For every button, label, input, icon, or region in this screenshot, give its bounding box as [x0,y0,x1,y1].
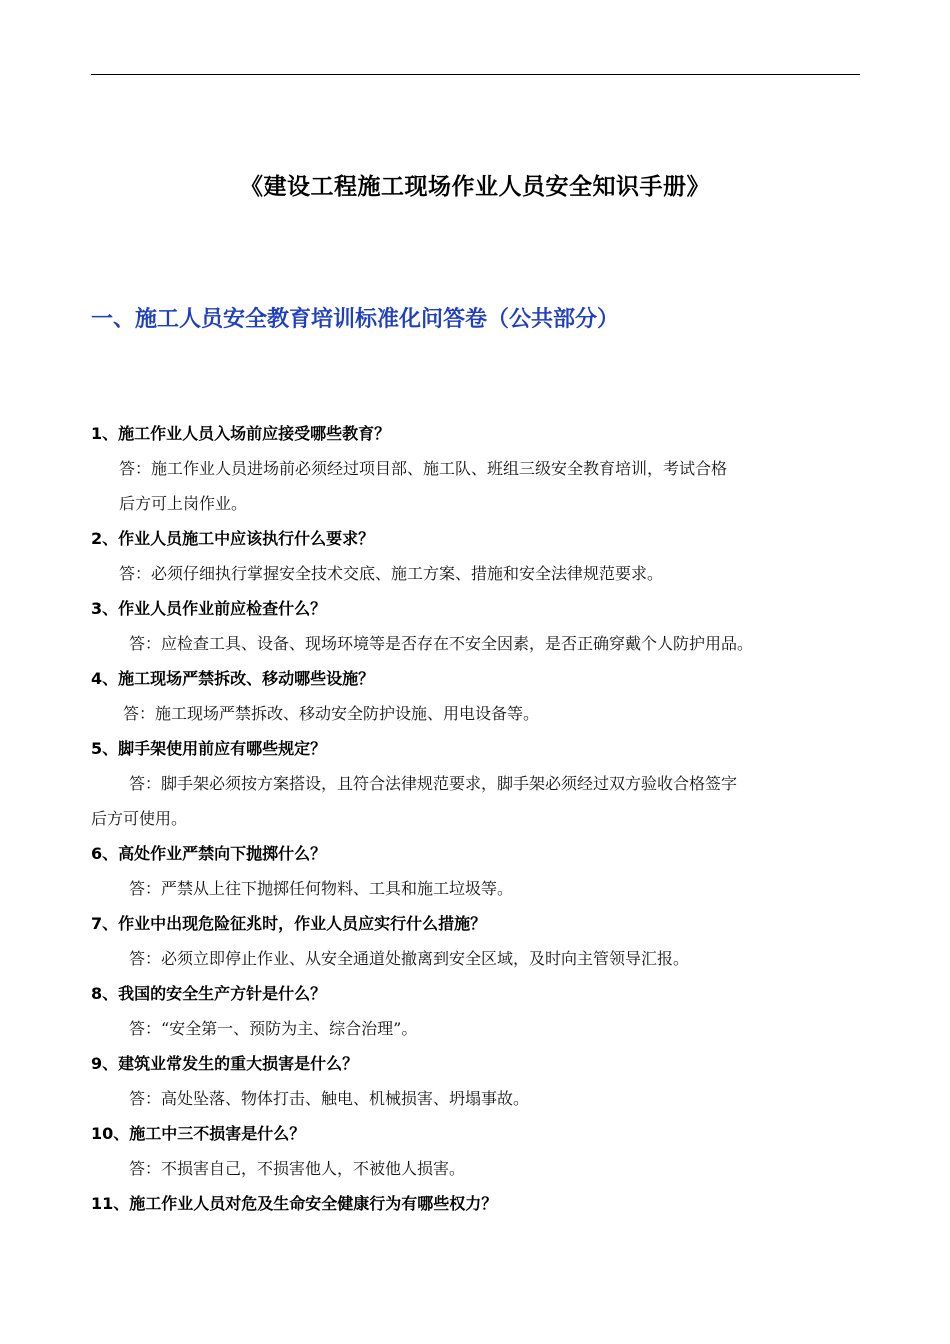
section-title: 一、施工人员安全教育培训标准化问答卷（公共部分） [91,307,620,332]
question-11: 11、施工作业人员对危及生命安全健康行为有哪些权力？ [91,1194,498,1213]
qa-list [91,416,871,1221]
answer-3: 答：应检查工具、设备、现场环境等是否存在不安全因素，是否正确穿戴个人防护用品。 [129,634,754,653]
header-rule [91,74,860,75]
document-title: 《建设工程施工现场作业人员安全知识手册》 [240,174,710,200]
answer-7: 答：必须立即停止作业、从安全通道处撤离到安全区域，及时向主管领导汇报。 [129,949,690,968]
answer-4: 答：施工现场严禁拆改、移动安全防护设施、用电设备等。 [123,704,540,723]
question-4: 4、施工现场严禁拆改、移动哪些设施？ [91,669,375,688]
question-3: 3、作业人员作业前应检查什么？ [91,599,327,618]
answer-10: 答：不损害自己，不损害他人，不被他人损害。 [129,1159,466,1178]
answer-5-line-2: 后方可使用。 [91,809,188,828]
question-9: 9、建筑业常发生的重大损害是什么？ [91,1054,359,1073]
question-2: 2、作业人员施工中应该执行什么要求？ [91,529,375,548]
answer-6: 答：严禁从上往下抛掷任何物料、工具和施工垃圾等。 [129,879,514,898]
question-1: 1、施工作业人员入场前应接受哪些教育？ [91,424,391,443]
answer-1-line-2: 后方可上岗作业。 [119,494,248,513]
question-8: 8、我国的安全生产方针是什么？ [91,984,327,1003]
answer-5-line-1: 答：脚手架必须按方案搭设，且符合法律规范要求，脚手架必须经过双方验收合格签字 [129,774,738,793]
answer-1-line-1: 答：施工作业人员进场前必须经过项目部、施工队、班组三级安全教育培训，考试合格 [119,459,728,478]
question-5: 5、脚手架使用前应有哪些规定？ [91,739,327,758]
question-10: 10、施工中三不损害是什么？ [91,1124,306,1143]
answer-8: 答：“安全第一、预防为主、综合治理”。 [129,1019,418,1038]
question-7: 7、作业中出现危险征兆时，作业人员应实行什么措施？ [91,914,487,933]
question-6: 6、高处作业严禁向下抛掷什么？ [91,844,327,863]
answer-9: 答：高处坠落、物体打击、触电、机械损害、坍塌事故。 [129,1089,530,1108]
answer-2: 答：必须仔细执行掌握安全技术交底、施工方案、措施和安全法律规范要求。 [119,564,664,583]
